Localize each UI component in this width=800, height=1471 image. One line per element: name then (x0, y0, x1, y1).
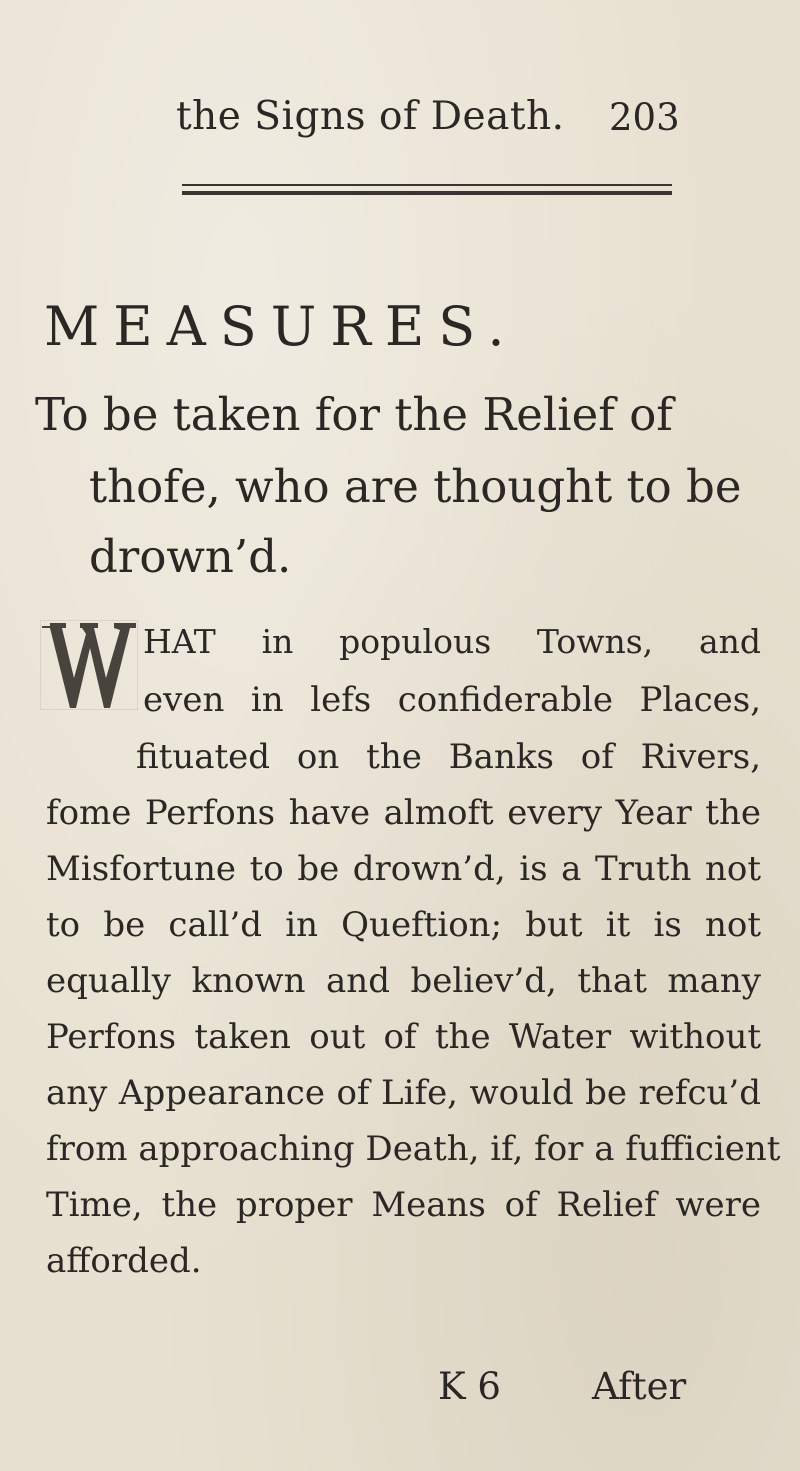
body-line-10: from approaching Death, if, for a fufficient (46, 1129, 781, 1169)
body-line-1: HAT in populous Towns, and (143, 622, 761, 661)
running-head (0, 94, 800, 154)
page-number: 203 (609, 96, 680, 139)
signature-mark: K 6 (438, 1365, 501, 1408)
body-line-12: afforded. (46, 1241, 202, 1281)
body-line-4: fome Perfons have almoft every Year the (46, 793, 761, 833)
body-line-5: Misfortune to be drown’d, is a Truth not (46, 849, 761, 889)
body-line-7: equally known and believ’d, that many (46, 961, 761, 1001)
head-rule-thin (182, 184, 672, 186)
drop-cap-initial (40, 620, 138, 710)
head-rule-thick (182, 191, 672, 195)
body-line-11: Time, the proper Means of Relief were (46, 1185, 761, 1225)
section-heading: MEASURES. (44, 295, 519, 358)
body-line-6: to be call’d in Queftion; but it is not (46, 905, 761, 945)
body-line-8: Perfons taken out of the Water without (46, 1017, 761, 1057)
drop-cap-w-glyph (40, 620, 138, 710)
body-line-9: any Appearance of Life, would be refcu’d (46, 1073, 761, 1113)
catchword: After (592, 1365, 687, 1408)
subtitle-line-1: To be taken for the Relief of (35, 388, 673, 441)
running-head-title: the Signs of Death. (176, 94, 565, 139)
body-line-3: fituated on the Banks of Rivers, (136, 737, 761, 777)
subtitle-line-3: drown’d. (89, 530, 292, 583)
body-line-2: even in lefs confiderable Places, (143, 680, 761, 720)
subtitle-line-2: thofe, who are thought to be (89, 460, 742, 513)
